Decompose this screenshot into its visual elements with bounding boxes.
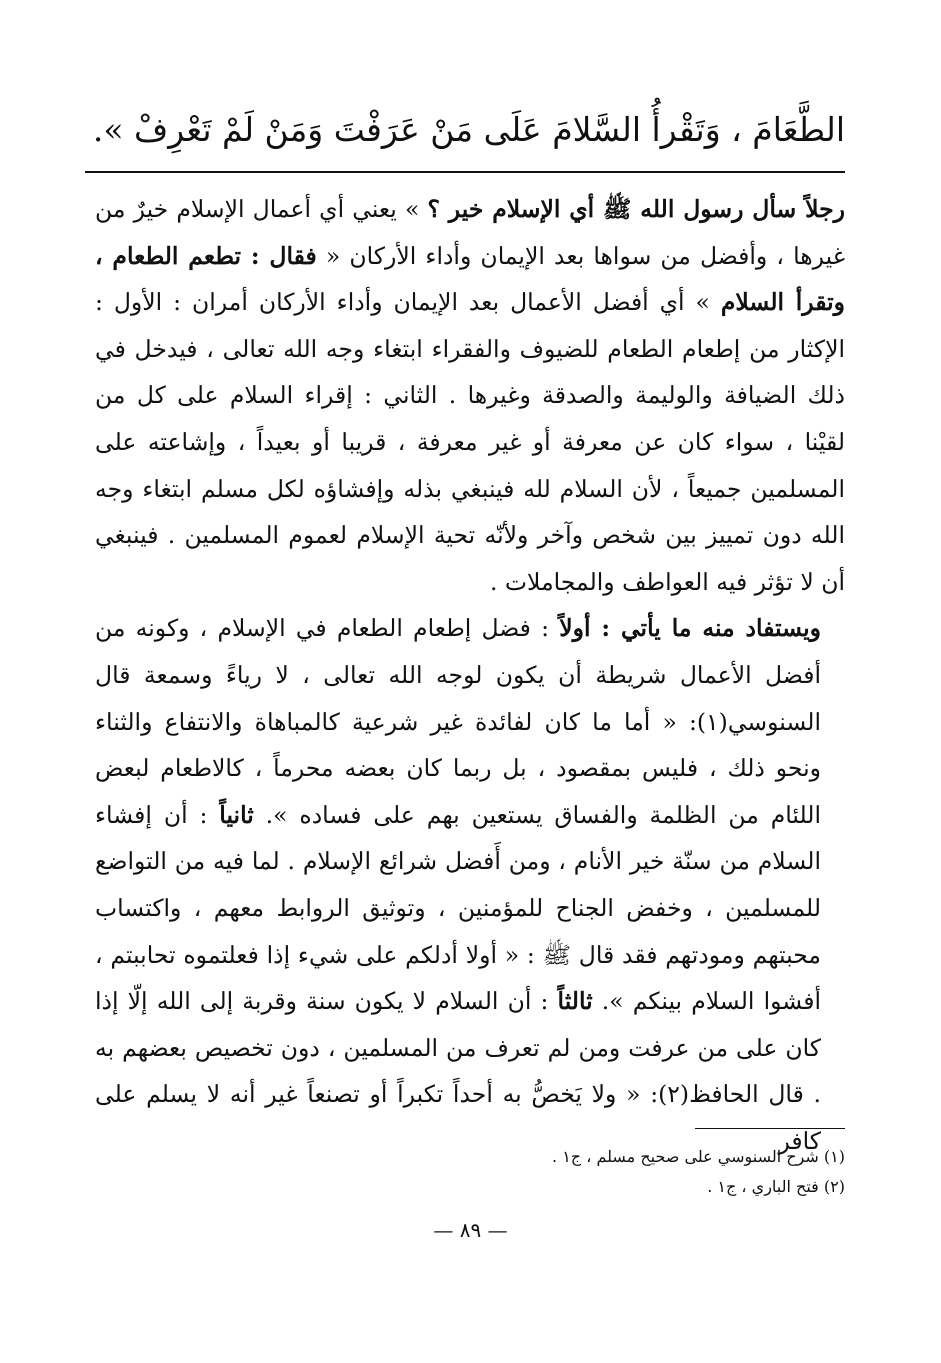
paragraph-text: : فضل إطعام الطعام في الإسلام ، وكونه من أفضل الأعمال شريطة أن يكون لوجه الله تعالى ، لا رياءً وسمعة قال السنوسي(١): « أما ما كان لفائدة غير شرعية كالمباهاة والانتفاع والثناء ونحو ذلك ، فليس بمقصود ، بل ربما كان بعضه محرماً ، كالاطعام لبعض اللئام من الظلمة والفساق يستعين بهم على فساده ». [95, 614, 821, 829]
commentary-paragraph-1 [95, 186, 845, 605]
bold-phrase: فقال : تطعم الطعام ، وتقرأ السلام [95, 241, 845, 317]
footnote-1: (١) شرح السنوسي على صحيح مسلم ، ج١ . [552, 1147, 845, 1166]
paragraph-text: : أن السلام لا يكون سنة وقربة إلى الله إلّا إذا كان على من عرفت ومن لم تعرف من المسلمين ، دون تخصيص بعضهم به . قال الحافظ(٢): « ولا يَخصُّ به أحداً تكبراً أو تصنعاً غير أنه لا يسلم على كافر [95, 987, 821, 1155]
bold-phrase: ويستفاد منه ما يأتي : أولاً [559, 614, 821, 643]
footnote-divider [695, 1128, 845, 1129]
bold-phrase: ثالثاً [557, 987, 593, 1016]
page-number: — ٨٩ — [433, 1218, 508, 1242]
footnote-2: (٢) فتح الباري ، ج١ . [707, 1177, 845, 1196]
hadith-text-line: الطَّعَامَ ، وَتَقْرأُ السَّلامَ عَلَى مَنْ عَرَفْتَ وَمَنْ لَمْ تَعْرِفْ ». [85, 95, 845, 173]
bold-phrase: رجلاً سأل رسول الله ﷺ أي الإسلام خير ؟ [427, 195, 845, 223]
paragraph-text: » يعني أي أعمال الإسلام خيرٌ من غيرها ، وأفضل من سواها بعد الإيمان وأداء الأركان « [95, 195, 846, 270]
commentary-body [95, 186, 845, 1164]
bold-phrase: ثانياً [219, 800, 254, 829]
paragraph-text: » أي أفضل الأعمال بعد الإيمان وأداء الأركان أمران : الأول : الإكثار من إطعام الطعام للضيوف والفقراء ابتغاء وجه الله تعالى ، فيدخل في ذلك الضيافة والوليمة والصدقة وغيرها . الثاني : إقراء السلام على كل من لقيْنا ، سواء كان عن معرفة أو غير معرفة ، قريبا أو بعيداً ، وإشاعته على المسلمين جميعاً ، لأن السلام لله فينبغي بذله وإفشاؤه لكل مسلم ابتغاء وجه الله دون تمييز بين شخص وآخر ولأنّه تحية الإسلام لعموم المسلمين . فينبغي أن لا تؤثر فيه العواطف والمجاملات . [95, 288, 845, 596]
commentary-paragraph-2 [95, 605, 845, 1164]
footnotes [95, 1142, 845, 1202]
paragraph-text: : أن إفشاء السلام من سنّة خير الأنام ، ومن أَفضل شرائع الإسلام . لما فيه من التواضع للمسلمين ، وخفض الجناح للمؤمنين ، وتوثيق الروابط معهم ، واكتساب محبتهم ومودتهم فقد قال ﷺ : « أولا أدلكم على شيء إذا فعلتموه تحاببتم ، أفشوا السلام بينكم ». [95, 800, 821, 1016]
